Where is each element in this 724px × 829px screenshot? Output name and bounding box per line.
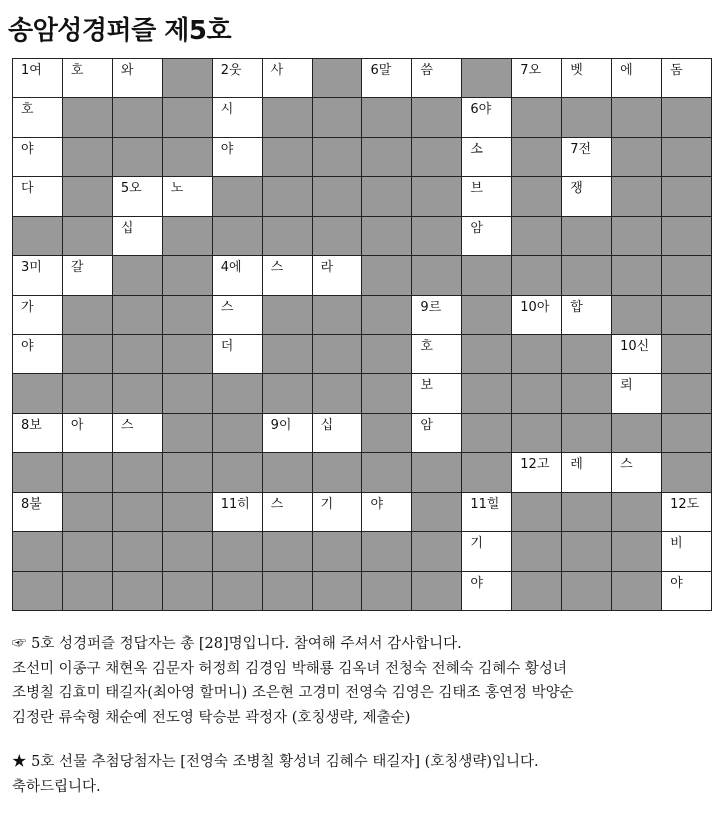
puzzle-cell: 보	[412, 374, 462, 413]
blocked-cell	[213, 374, 263, 413]
blocked-cell	[512, 217, 562, 256]
blocked-cell	[462, 335, 512, 374]
blocked-cell	[362, 335, 412, 374]
blocked-cell	[163, 98, 213, 137]
blocked-cell	[313, 217, 363, 256]
blocked-cell	[113, 453, 163, 492]
blocked-cell	[462, 256, 512, 295]
blocked-cell	[63, 98, 113, 137]
puzzle-cell: 암	[412, 414, 462, 453]
blocked-cell	[662, 256, 712, 295]
puzzle-cell: 호	[412, 335, 462, 374]
puzzle-cell: 십	[313, 414, 363, 453]
blocked-cell	[612, 138, 662, 177]
blocked-cell	[63, 532, 113, 571]
blocked-cell	[113, 138, 163, 177]
puzzle-cell: 십	[113, 217, 163, 256]
puzzle-cell: 10신	[612, 335, 662, 374]
blocked-cell	[412, 217, 462, 256]
blocked-cell	[512, 493, 562, 532]
blocked-cell	[163, 335, 213, 374]
puzzle-cell: 쟁	[562, 177, 612, 216]
blocked-cell	[412, 98, 462, 137]
blocked-cell	[362, 532, 412, 571]
blocked-cell	[63, 138, 113, 177]
blocked-cell	[662, 98, 712, 137]
puzzle-cell: 6야	[462, 98, 512, 137]
puzzle-cell: 스	[263, 493, 313, 532]
puzzle-cell: 벳	[562, 59, 612, 98]
puzzle-cell: 2웃	[213, 59, 263, 98]
puzzle-cell: 12고	[512, 453, 562, 492]
winners-list-line-3: 김정란 류숙형 채순예 전도영 탁승분 곽정자 (호칭생략, 제출순)	[12, 709, 411, 726]
blocked-cell	[662, 374, 712, 413]
puzzle-cell: 시	[213, 98, 263, 137]
blocked-cell	[562, 98, 612, 137]
blocked-cell	[313, 138, 363, 177]
blocked-cell	[13, 532, 63, 571]
puzzle-cell: 야	[213, 138, 263, 177]
puzzle-cell: 3미	[13, 256, 63, 295]
blocked-cell	[512, 414, 562, 453]
blocked-cell	[362, 256, 412, 295]
puzzle-cell: 야	[362, 493, 412, 532]
blocked-cell	[263, 572, 313, 611]
blocked-cell	[63, 572, 113, 611]
blocked-cell	[412, 493, 462, 532]
blocked-cell	[313, 59, 363, 98]
blocked-cell	[313, 453, 363, 492]
puzzle-cell: 씀	[412, 59, 462, 98]
blocked-cell	[512, 532, 562, 571]
blocked-cell	[313, 374, 363, 413]
puzzle-cell: 8불	[13, 493, 63, 532]
puzzle-cell: 라	[313, 256, 363, 295]
blocked-cell	[13, 572, 63, 611]
blocked-cell	[313, 572, 363, 611]
blocked-cell	[612, 493, 662, 532]
blocked-cell	[213, 572, 263, 611]
blocked-cell	[213, 453, 263, 492]
puzzle-cell: 스	[213, 296, 263, 335]
blocked-cell	[213, 532, 263, 571]
blocked-cell	[163, 414, 213, 453]
blocked-cell	[612, 217, 662, 256]
puzzle-cell: 야	[662, 572, 712, 611]
puzzle-cell: 가	[13, 296, 63, 335]
blocked-cell	[63, 493, 113, 532]
blocked-cell	[362, 296, 412, 335]
blocked-cell	[263, 138, 313, 177]
blocked-cell	[362, 414, 412, 453]
blocked-cell	[113, 296, 163, 335]
blocked-cell	[313, 532, 363, 571]
blocked-cell	[263, 453, 313, 492]
blocked-cell	[662, 217, 712, 256]
blocked-cell	[13, 217, 63, 256]
blocked-cell	[213, 414, 263, 453]
blocked-cell	[263, 532, 313, 571]
blocked-cell	[662, 296, 712, 335]
blocked-cell	[163, 374, 213, 413]
blocked-cell	[512, 256, 562, 295]
blocked-cell	[213, 217, 263, 256]
blocked-cell	[263, 217, 313, 256]
blocked-cell	[412, 532, 462, 571]
blocked-cell	[512, 335, 562, 374]
puzzle-cell: 합	[562, 296, 612, 335]
answer-count-line: ☞ 5호 성경퍼즐 정답자는 총 [28]명입니다. 참여해 주셔서 감사합니다.	[12, 636, 462, 652]
blocked-cell	[512, 138, 562, 177]
puzzle-cell: 7전	[562, 138, 612, 177]
puzzle-cell: 갈	[63, 256, 113, 295]
blocked-cell	[612, 98, 662, 137]
blocked-cell	[462, 414, 512, 453]
crossword-grid	[12, 58, 712, 611]
puzzle-cell: 비	[662, 532, 712, 571]
blocked-cell	[612, 572, 662, 611]
blocked-cell	[412, 177, 462, 216]
blocked-cell	[512, 572, 562, 611]
blocked-cell	[63, 296, 113, 335]
blocked-cell	[562, 256, 612, 295]
blocked-cell	[562, 572, 612, 611]
blocked-cell	[63, 453, 113, 492]
blocked-cell	[562, 532, 612, 571]
puzzle-cell: 10아	[512, 296, 562, 335]
puzzle-cell: 와	[113, 59, 163, 98]
puzzle-cell: 뢰	[612, 374, 662, 413]
puzzle-cell: 11히	[213, 493, 263, 532]
blocked-cell	[412, 138, 462, 177]
blocked-cell	[462, 374, 512, 413]
blocked-cell	[313, 335, 363, 374]
blocked-cell	[213, 177, 263, 216]
puzzle-cell: 소	[462, 138, 512, 177]
blocked-cell	[612, 296, 662, 335]
puzzle-cell: 야	[13, 138, 63, 177]
blocked-cell	[263, 374, 313, 413]
blocked-cell	[462, 453, 512, 492]
blocked-cell	[163, 138, 213, 177]
puzzle-cell: 돔	[662, 59, 712, 98]
blocked-cell	[362, 453, 412, 492]
blocked-cell	[462, 296, 512, 335]
blocked-cell	[362, 138, 412, 177]
puzzle-cell: 사	[263, 59, 313, 98]
puzzle-cell: 야	[462, 572, 512, 611]
blocked-cell	[163, 493, 213, 532]
blocked-cell	[163, 217, 213, 256]
blocked-cell	[512, 177, 562, 216]
blocked-cell	[113, 335, 163, 374]
puzzle-cell: 스	[113, 414, 163, 453]
blocked-cell	[263, 335, 313, 374]
blocked-cell	[63, 335, 113, 374]
blocked-cell	[13, 453, 63, 492]
blocked-cell	[113, 374, 163, 413]
blocked-cell	[113, 256, 163, 295]
blocked-cell	[163, 453, 213, 492]
prize-winners-line: ★ 5호 선물 추첨당첨자는 [전영숙 조병칠 황성녀 김혜수 태길자] (호칭생략)입니다.	[12, 754, 539, 770]
blocked-cell	[612, 177, 662, 216]
results-notice	[12, 632, 712, 799]
puzzle-cell: 12도	[662, 493, 712, 532]
puzzle-cell: 11힐	[462, 493, 512, 532]
blocked-cell	[263, 177, 313, 216]
blocked-cell	[113, 532, 163, 571]
blocked-cell	[313, 98, 363, 137]
winners-list-line-2: 조병칠 김효미 태길자(최아영 할머니) 조은현 고경미 전영숙 김영은 김태조 홍연정 박양순	[12, 685, 574, 701]
puzzle-cell: 5오	[113, 177, 163, 216]
puzzle-cell: 기	[313, 493, 363, 532]
blocked-cell	[313, 296, 363, 335]
blocked-cell	[362, 217, 412, 256]
blocked-cell	[362, 572, 412, 611]
blocked-cell	[612, 256, 662, 295]
blocked-cell	[263, 98, 313, 137]
puzzle-cell: 9이	[263, 414, 313, 453]
puzzle-cell: 스	[263, 256, 313, 295]
puzzle-cell: 기	[462, 532, 512, 571]
puzzle-cell: 브	[462, 177, 512, 216]
blocked-cell	[63, 217, 113, 256]
blocked-cell	[662, 138, 712, 177]
puzzle-cell: 호	[13, 98, 63, 137]
blocked-cell	[263, 296, 313, 335]
blocked-cell	[562, 374, 612, 413]
blocked-cell	[662, 414, 712, 453]
blocked-cell	[313, 177, 363, 216]
blocked-cell	[562, 217, 612, 256]
blocked-cell	[113, 493, 163, 532]
puzzle-cell: 4에	[213, 256, 263, 295]
blocked-cell	[163, 256, 213, 295]
puzzle-cell: 아	[63, 414, 113, 453]
page-title: 송암성경퍼즐 제5호	[8, 16, 232, 46]
puzzle-cell: 6말	[362, 59, 412, 98]
blocked-cell	[612, 532, 662, 571]
blocked-cell	[113, 572, 163, 611]
blocked-cell	[662, 453, 712, 492]
blocked-cell	[362, 98, 412, 137]
blocked-cell	[163, 296, 213, 335]
congrats-line: 축하드립니다.	[12, 778, 101, 795]
blocked-cell	[612, 414, 662, 453]
puzzle-cell: 9르	[412, 296, 462, 335]
blocked-cell	[163, 59, 213, 98]
blocked-cell	[562, 414, 612, 453]
puzzle-cell: 야	[13, 335, 63, 374]
blocked-cell	[662, 335, 712, 374]
winners-list-line-1: 조선미 이종구 채현옥 김문자 허정희 김경임 박해룡 김옥녀 전청숙 전혜숙 김혜수 황성녀	[12, 660, 567, 677]
blocked-cell	[412, 256, 462, 295]
blocked-cell	[113, 98, 163, 137]
blocked-cell	[462, 59, 512, 98]
blocked-cell	[662, 177, 712, 216]
blocked-cell	[63, 374, 113, 413]
blocked-cell	[412, 453, 462, 492]
puzzle-cell: 레	[562, 453, 612, 492]
blocked-cell	[512, 374, 562, 413]
puzzle-cell: 암	[462, 217, 512, 256]
blocked-cell	[63, 177, 113, 216]
blocked-cell	[362, 374, 412, 413]
puzzle-cell: 호	[63, 59, 113, 98]
puzzle-cell: 노	[163, 177, 213, 216]
blocked-cell	[512, 98, 562, 137]
blocked-cell	[562, 493, 612, 532]
puzzle-cell: 에	[612, 59, 662, 98]
puzzle-cell: 다	[13, 177, 63, 216]
blocked-cell	[13, 374, 63, 413]
puzzle-cell: 더	[213, 335, 263, 374]
blocked-cell	[163, 532, 213, 571]
blocked-cell	[362, 177, 412, 216]
blocked-cell	[163, 572, 213, 611]
blocked-cell	[562, 335, 612, 374]
blocked-cell	[412, 572, 462, 611]
puzzle-cell: 스	[612, 453, 662, 492]
puzzle-cell: 8보	[13, 414, 63, 453]
puzzle-cell: 7오	[512, 59, 562, 98]
puzzle-cell: 1여	[13, 59, 63, 98]
